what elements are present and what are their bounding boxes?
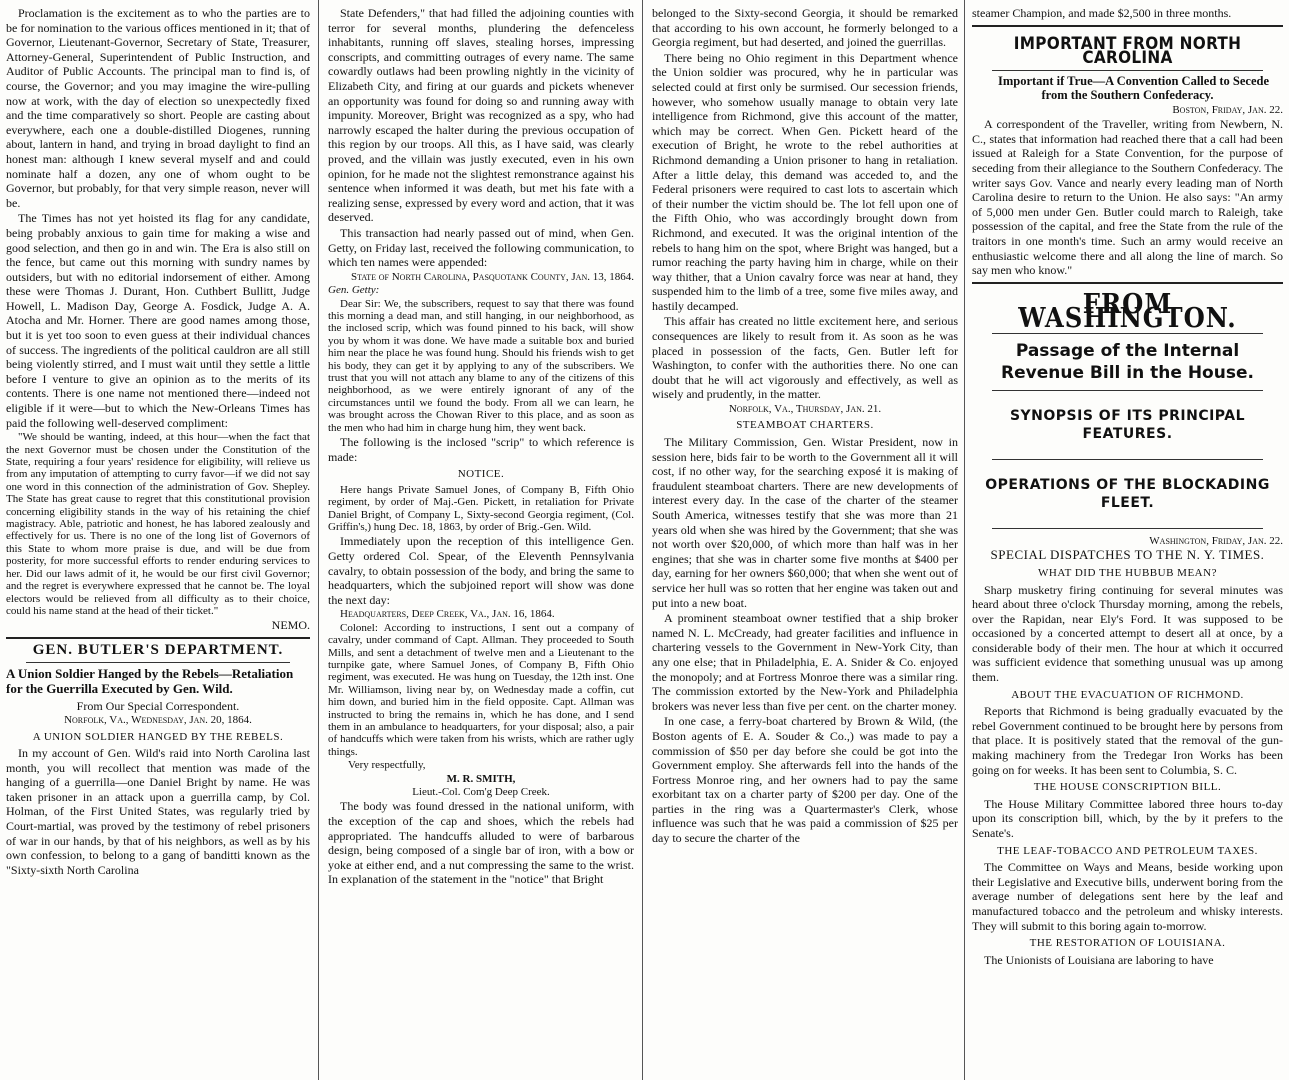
section-heading: THE RESTORATION OF LOUISIANA. [1029,937,1226,950]
section-heading: A UNION SOLDIER HANGED BY THE REBELS. [32,730,284,743]
paragraph: In one case, a ferry-boat chartered by Brown & Wild, (the Boston agents of E. A. Souder & Co.,) was made to pay a commission of $50 per day before she could be got into the Government employ. She afterwards fell into the hands of the Fortress Monroe ring, and her owners had to pay the same exorbitant tax on a charter party of $200 per day. One of the parties in the ring was a Quartermaster's Clerk, whose influence was such that he was paid a commission of $25 per day to secure the charter of the [652,714,958,846]
divider [972,25,1283,27]
section-heading: THE HOUSE CONSCRIPTION BILL. [1033,781,1222,794]
divider [972,282,1283,284]
washington-title: FROM WASHINGTON. [1018,288,1237,335]
paragraph: The Military Commission, Gen. Wistar President, now in session here, bids fair to be worth to the Government all it will cost, if no other way, for the searching exposé it is making of fraudulent steamboat charters. There are new developments of interest every day. In the case of the charter of the steamer South America, witnesses testify that she was more than 21 years old when she was hired by the Government; that she was not worth over $20,000, of which more than half was in her engines; that she was in charter some five months at $400 per day, earning for her owners $60,000; that when she went out of service her hull was so rotten that her engine was taken out and put into a new boat. [652,435,958,610]
divider [992,459,1263,460]
paragraph: The Times has not yet hoisted its flag for any candidate, being probably anxious to gain time for making a wise and good selection, and then go in and win. The Era is also still on the fence, but came out this morning with sundry names by outsiders, but with no editorial indorsement of either. Among these were Thomas J. Durant, Hon. Cuthbert Bullitt, Judge Howell, L. Madison Day, George A. Fosdick, Judge A. A. Atocha and Mr. Horner. There are good names among those, but it is yet too soon to even guess at their individual chances of success. The ingredients of the political cauldron are all still being violently stirred, and I must wait until they settle a little before I venture to give an opinion as to the merits of its contents. There is one name not mentioned there—indeed not eligible if it were—but to which the New-Orleans Times has paid the following well-deserved compliment: [6,211,310,430]
column-3 [646,0,964,1080]
department-title: GEN. BUTLER'S DEPARTMENT. [32,641,284,658]
paragraph: The Committee on Ways and Means, beside working upon their Legislative and Executive bills, underwent boring from the average number of delegations sent here by the leaf and manufactured tobacco and the petroleum and whisky interests. They will submit to this boring again to-morrow. [972,860,1283,933]
section-heading: THE LEAF-TOBACCO AND PETROLEUM TAXES. [997,844,1258,857]
fleet-heading: OPERATIONS OF THE BLOCKADING FLEET. [985,476,1270,511]
paragraph: There being no Ohio regiment in this Department whence the Union soldier was procured, why he in particular was selected could at first only be surmised. Our secession friends, however, who somehow usually manage to obtain very late intelligence from Richmond, give this account of the matter, which may be correct. When Gen. Pickett heard of the execution of Bright, he wrote to the rebel authorities at Richmond demanding a Union prisoner to hang in retaliation. After a little delay, this demand was acceded to, and the Federal prisoners were required to cast lots to ascertain which of their number the victim should be. The lot fell upon one of the Fifth Ohio, who was accordingly brought down from Richmond, and executed. It was the original intention of the rebels to hang him on the spot, where Bright was hanged, but a rumor reaching the party having him in charge, while on their way thither, that a Union cavalry force was near at hand, they suspended him to the limb of a tree, some five miles away, and hastily decamped. [652,50,958,313]
paragraph: Proclamation is the excitement as to who the parties are to be for nomination to the various offices mentioned in it; that of Governor, Lieutenant-Governor, Secretary of State, Treasurer, Attorney-General, Superintendent of Public Instruction, and Auditor of Public Accounts. The principal man to find is, of course, the Governor; and you may imagine the wire-pulling now at work, with the day of election so unexpectedly fixed and the time comparatively so short. People are casting about everywhere, each one a double-distilled Diogenes, running about, lantern in hand, and trying in broad daylight to find an honest man: although I knew several myself and and could nominate half a dozen, any one of whom ought to be Governor, but probably, for that very simple reason, never will be. [6,6,310,210]
paragraph: belonged to the Sixty-second Georgia, it should be remarked that according to his own account, he formerly belonged to a Georgia regiment, but had deserted, and joined the guerrillas. [652,6,958,50]
column-rule [318,0,319,1080]
special-dispatches-heading: SPECIAL DISPATCHES TO THE N. Y. TIMES. [990,547,1265,563]
divider [992,528,1263,529]
notice-text: Here hangs Private Samuel Jones, of Company B, Fifth Ohio regiment, by order of Maj.-Gen. Pickett, in retaliation for Private Daniel Bright, of Company L, Sixty-second Georgia regiment, (Col. Griffin's,) hung Dec. 18, 1863, by order of Brig.-Gen. Wild. [328,483,634,533]
quoted-passage: "We should be wanting, indeed, at this hour—when the fact that the next Governor must be chosen under the Constitution of the State, requiring a four years' residence for eligibility, will relieve us from any imputation of attempting to curry favor—if we did not say one word in this connection of the administration of Gov. Shepley. The State has great cause to regret that this constitutional provision concerning eligibility stands in the way of his retaining the chief magistracy. Able, patriotic and honest, he has labored zealously and effectively for us. There is no one of the long list of Governors of this State to whom more praise is due, and will be due from posterity, for more successful efforts to render enduring services to her. Did our laws admit of it, he would be our first civil Governor; and the regret is everywhere expressed that he cannot be. The loyal electors would be relieved from all difficulty as to their choice, could his name stand at the head of their ticket." [6,431,310,617]
byline: From Our Special Correspondent. [76,698,240,713]
section-heading: ABOUT THE EVACUATION OF RICHMOND. [1011,688,1244,701]
report-heading: Headquarters, Deep Creek, Va., Jan. 16, 1864. [340,608,555,621]
divider [992,70,1263,71]
column-1 [0,0,316,1080]
column-rule [964,0,965,1080]
paragraph: The House Military Committee labored three hours to-day upon its conscription bill, which, by the by it prefers to the Senate's. [972,796,1283,840]
paragraph: The Unionists of Louisiana are laboring to have [984,952,1214,967]
report-text: Colonel: According to instructions, I sent out a company of cavalry, under command of Capt. Allman. They proceeded to South Mills, and sent a detachment of twelve men and a Lieutenant to the turnpike gate, where Samuel Jones, of Company B, Fifth Ohio regiment, was executed. He was hung on Tuesday, the 12th inst. One Mr. Williamson, living near by, on Wednesday made a coffin, cut him down, and buried him in the field opposite. Capt. Allman was instructed to bring the remains in, which he has done, and I send them in an ambulance to headquarters, for your disposal; also, a pair of handcuffs which were taken from his wrists, which are rather ugly things. [328,621,634,758]
letter-heading: State of North Carolina, Pasquotank County, Jan. 13, 1864. [350,270,634,283]
column-4 [966,0,1289,1080]
signature: NEMO. [271,618,310,633]
section-heading: STEAMBOAT CHARTERS. [736,419,874,432]
paragraph: A prominent steamboat owner testified that a ship broker named N. L. McCready, had greater facilities and influence in chartering vessels to the Government in New-York City, than any one else; that in Philadelphia, E. A. Snider & Co. enjoyed the monopoly; and at Fortress Monroe there was a similar ring. The commission extorted by the New-York and Philadelphia brokers was never less than five per cent. on the charter money. [652,611,958,713]
paragraph: The following is the inclosed "scrip" to which reference is made: [328,434,634,464]
paragraph: steamer Champion, and made $2,500 in three months. [972,6,1232,20]
paragraph: Reports that Richmond is being gradually evacuated by the rebel Government continued to be brought here by persons from that place. It is positively stated that the removal of the gun-making machinery from the Tredegar Iron Works has been going on for weeks. It has been sent to Columbia, S. C. [972,704,1283,777]
column-2 [322,0,640,1080]
washington-subtitle: Passage of the Internal Revenue Bill in the House. [1001,340,1254,383]
notice-label: NOTICE. [457,468,505,481]
section-heading: WHAT DID THE HUBBUB MEAN? [1038,566,1217,579]
letter-text: Dear Sir: We, the subscribers, request to say that there was found this morning a dead man, and still hanging, in our neighborhood, as the inclosed scrip, which was found pinned to his back, will show you by whom it was done. We have made a suitable box and buried him near the place he was found hung. Should his friends wish to get his body, they can get it by applying to any of the subscribers. We trust that you will not attach any blame to any of the citizens of this neighborhood, as we were entirely ignorant of any of the circumstances until we found the body. From all we can learn, he was brought across the Chowan River to this place, and as soon as the men who had him in charge hung him, they went back. [328,297,634,434]
closing: Very respectfully, [348,759,426,772]
signature-title: Lieut.-Col. Com'g Deep Creek. [412,786,550,799]
north-carolina-subtitle: Important if True—A Convention Called to Secede from the Southern Confederacy. [997,73,1270,102]
north-carolina-title: IMPORTANT FROM NORTH CAROLINA [1013,33,1242,69]
article-headline: A Union Soldier Hanged by the Rebels—Retaliation for the Guerrilla Executed by Gen. Wild. [6,665,294,696]
divider [992,390,1263,391]
dateline: Norfolk, Va., Wednesday, Jan. 20, 1864. [64,714,252,727]
paragraph: In my account of Gen. Wild's raid into North Carolina last month, you will recollect that mention was made of the hanging of a guerrilla—one Daniel Bright by name. He was taken prisoner in an attack upon a guerrilla camp, by Col. Holman, of the First United States, was regularly tried by Court-martial, was proved by the testimony of rebel prisoners of war in our hands, by that of his neighbors, as well as by his own confession, to belong to a gang of banditti known as the "Sixty-sixth North Carolina [6,746,310,877]
synopsis-heading: SYNOPSIS OF ITS PRINCIPAL FEATURES. [1009,407,1246,442]
paragraph: State Defenders," that had filled the adjoining counties with terror for several months, plundering the defenceless inhabitants, running off slaves, stealing horses, impressing conscripts, and committing outrages of every name. The same cowardly outlaws had been prowling nightly in the vicinity of Elizabeth City, and firing at our guards and pickets whenever an opportunity was found for doing so and running away with impunity. Moreover, Bright was recognized as a spy, who had narrowly escaped the halter during the previous occupation of this region by our troops. All this, as I have said, was clearly proved, and the villain was justly executed, even in his own opinion, for he made not the slightest remonstrance against his sentence when informed it was death, but met his fate with a realizing sense, expressed by every word and action, that it was deserved. [328,6,634,225]
salutation: Gen. Getty: [328,284,380,297]
signature-name: M. R. SMITH, [446,772,516,785]
divider [6,637,310,639]
divider [26,662,290,663]
paragraph: The body was found dressed in the national uniform, with the exception of the cap and shoes, which the rebels had appropriated. The handcuffs alluded to were of barbarous design, being composed of a single bar of iron, with a bow or yoke at either end, and a nut compressing the same to the wrist. In explanation of the statement in the "notice" that Bright [328,799,634,887]
column-rule [642,0,643,1080]
dateline: Norfolk, Va., Thursday, Jan. 21. [728,403,882,416]
paragraph: Immediately upon the reception of this intelligence Gen. Getty ordered Col. Spear, of the Eleventh Pennsylvania cavalry, to obtain possession of the body, and bring the same to headquarters, which the subjoined report will show was done the next day: [328,534,634,607]
paragraph: This transaction had nearly passed out of mind, when Gen. Getty, on Friday last, received the following communication, to which ten names were appended: [328,225,634,270]
paragraph: Sharp musketry firing continuing for several minutes was heard about three o'clock Thursday morning, among the rebels, over the Rapidan, near Ely's Ford. It was supposed to be occasioned by a concerted attempt to desert all at once, by a considerable body of their men. The hour at which it occurred was sufficient evidence that something unusual was up among them. [972,582,1283,685]
dateline: Boston, Friday, Jan. 22. [1172,103,1283,116]
paragraph: A correspondent of the Traveller, writing from Newbern, N. C., states that information had reached there that a call had been issued at Raleigh for a State Convention, for the purpose of seceding from their allegiance to the Southern Confederacy. The writer says Gov. Vance and nearly every leading man of North Carolina desire to return to the Union. He also says: "An army of 5,000 men under Gen. Butler could march to Raleigh, take possession of the capital, and free the State from the rule of the traitors in one month's time. Such an army would receive an enthusiastic welcome there and all along the line of march. So say men who know." [972,117,1283,278]
paragraph: This affair has created no little excitement here, and serious consequences are likely to result from it. As soon as he was placed in possession of the facts, Gen. Butler left for Washington, to confer with the authorities there. No one can doubt that he will act vigorously and effectively, as well as wisely and prudently, in the matter. [652,314,958,402]
dateline: Washington, Friday, Jan. 22. [1149,534,1283,547]
